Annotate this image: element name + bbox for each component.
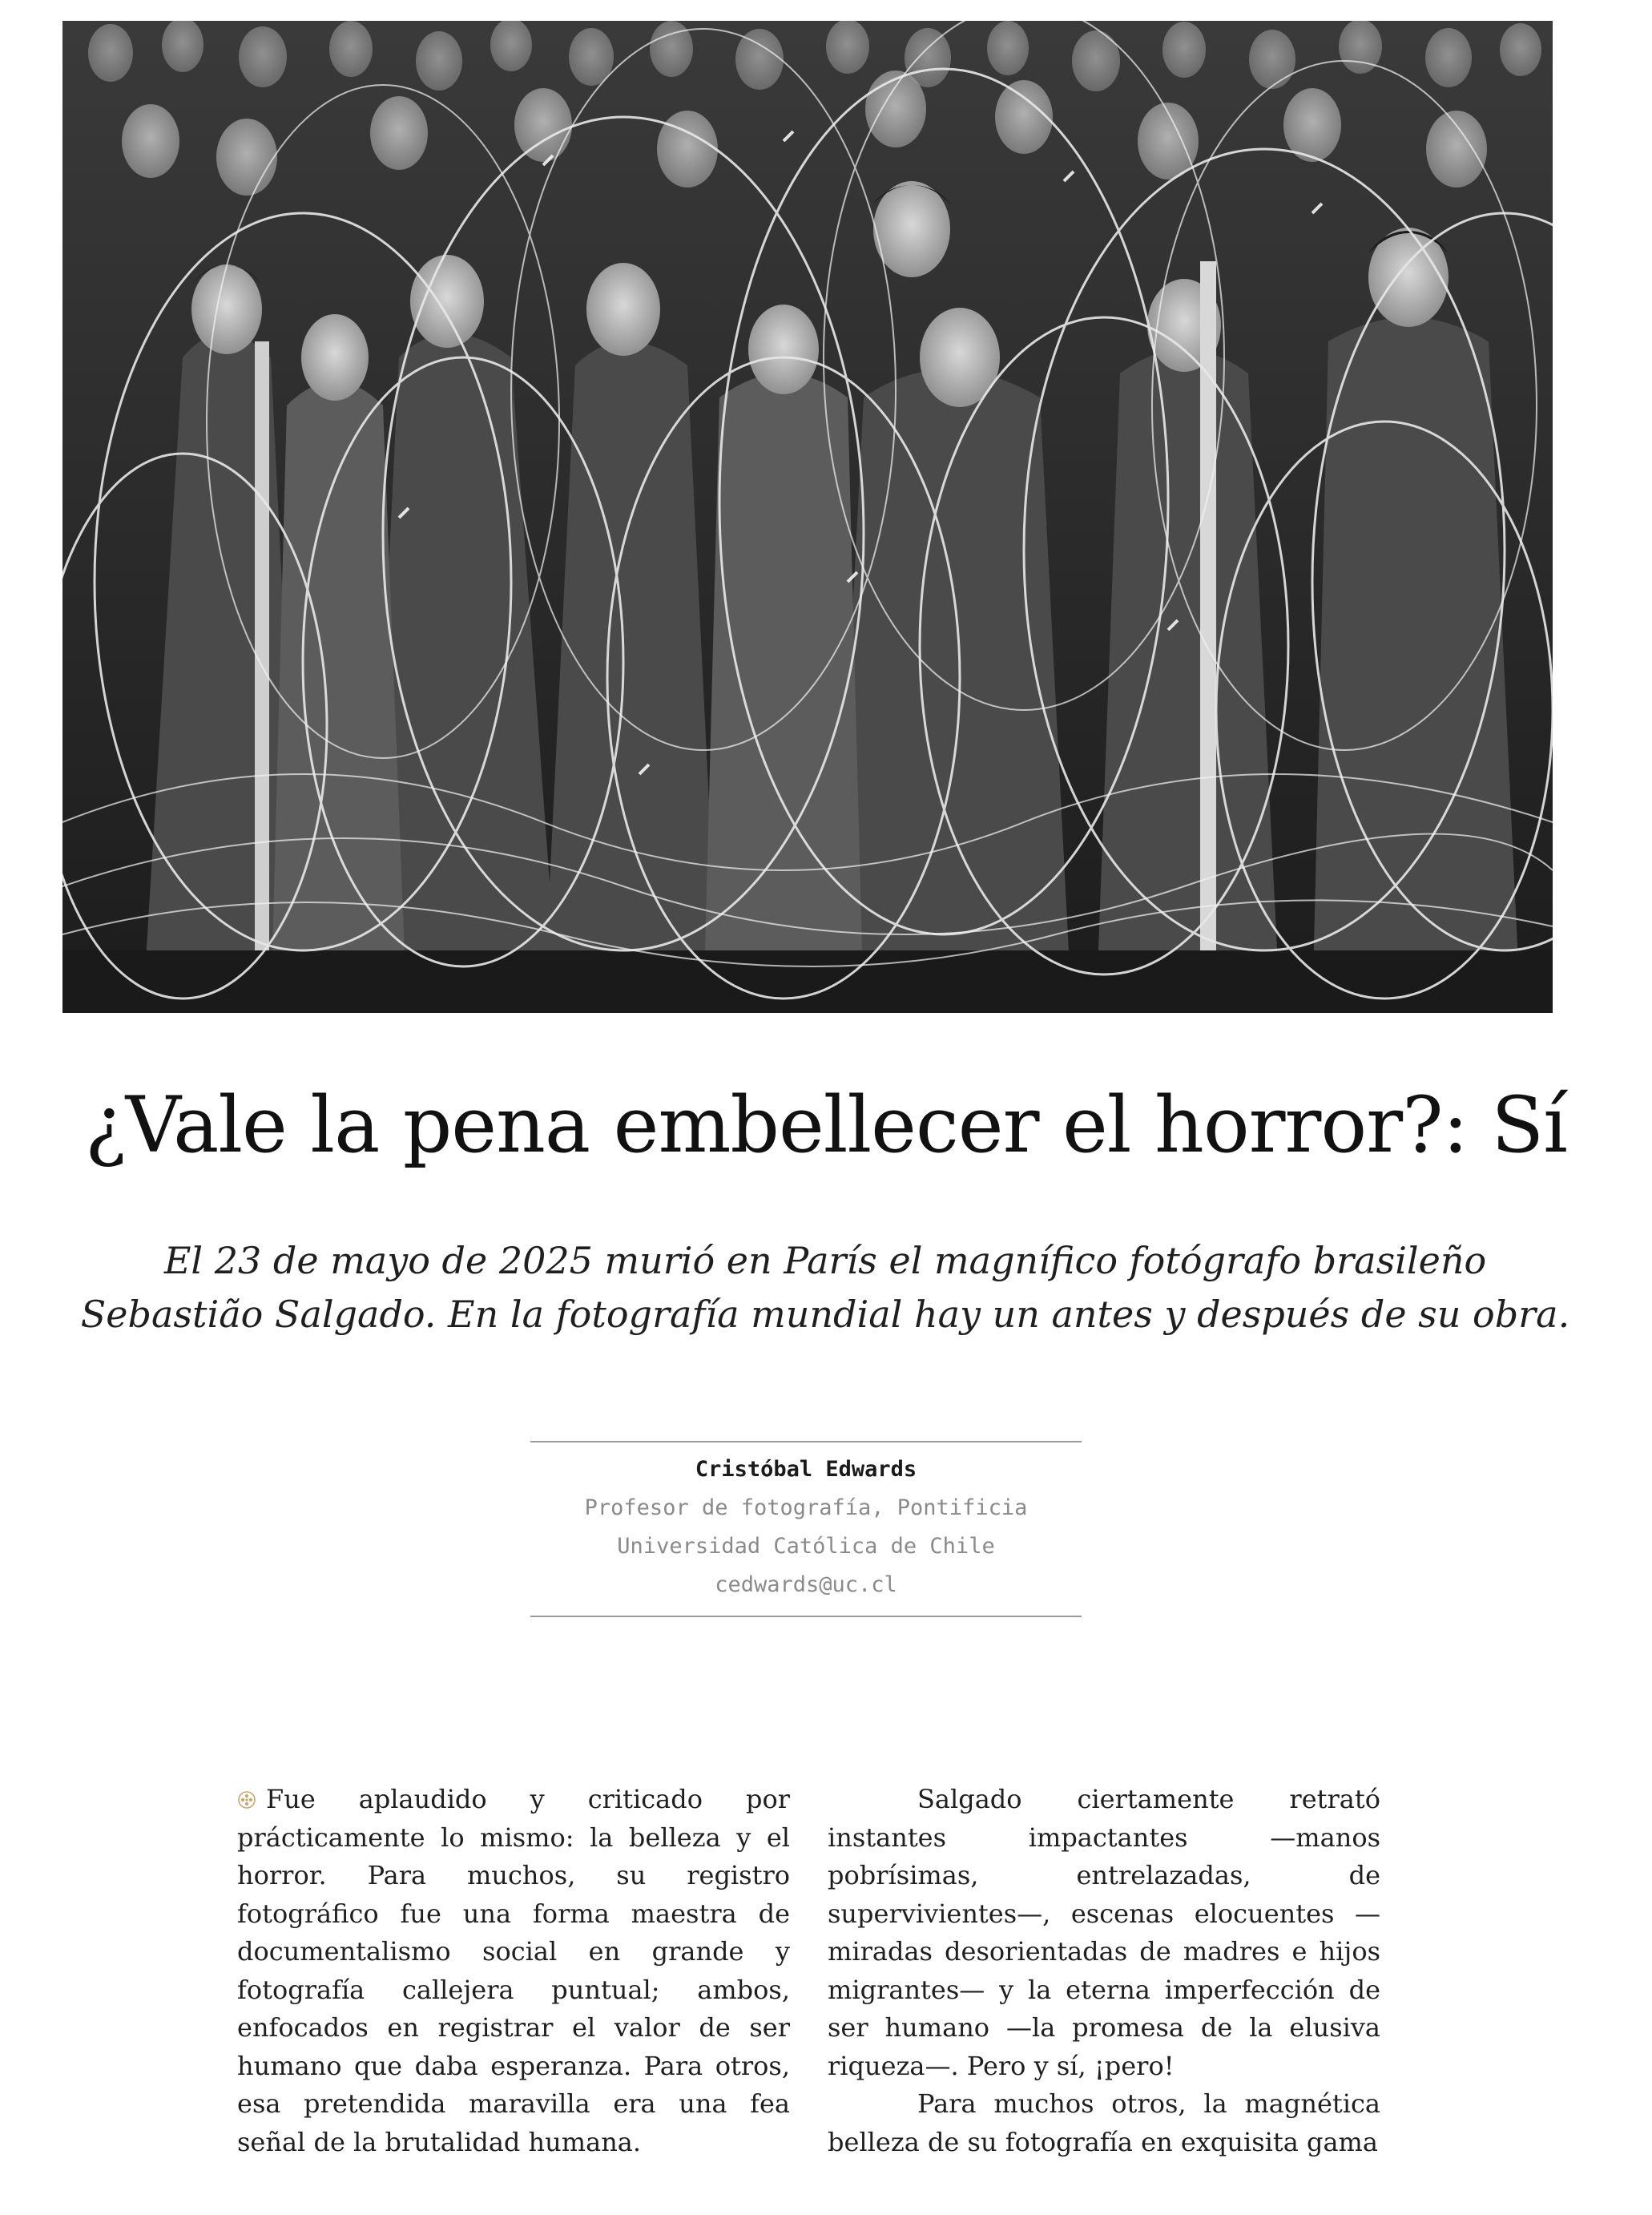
body-column-left [237, 1781, 790, 2161]
crowd-barbed-wire-illustration [62, 21, 1553, 1013]
body-paragraph: Salgado ciertamente retrató instantes impactantes —manos pobrísimas, entrelazadas, de supervivientes—, escenas elocuentes —miradas desorientadas de madres e hijos migrantes— y la eterna imperfección de ser humano —la promesa de la elusiva riqueza—. Pero y sí, ¡pero! [828, 1784, 1380, 2081]
deck-line-2: Sebastião Salgado. En la fotografía mundial hay un antes y después de su obra. [80, 1292, 1570, 1336]
deck-line-1: El 23 de mayo de 2025 murió en París el magnífico fotógrafo brasileño [163, 1239, 1487, 1282]
body-column-right [828, 1781, 1380, 2161]
article-headline: ¿Vale la pena embellecer el horror?: Sí [85, 1080, 1567, 1170]
body-left-text: Fue aplaudido y criticado por prácticamente lo mismo: la belleza y el horror. Para muchos, su registro fotográfico fue una forma maestra de documentalismo social en grande y fotografía callejera puntual; ambos, enfocados en registrar el valor de ser humano que daba esperanza. Para otros, esa pretendida maravilla era una fea señal de la brutalidad humana. [237, 1784, 790, 2157]
byline-author: Cristóbal Edwards [695, 1457, 917, 1482]
body-paragraph: Para muchos otros, la magnética belleza de su fotografía en exquisita gama [828, 2088, 1380, 2157]
article-deck [64, 1234, 1586, 1341]
byline [530, 1441, 1082, 1617]
body-paragraph [237, 1781, 790, 2161]
byline-email[interactable]: cedwards@uc.cl [715, 1572, 897, 1597]
flower-ornament-icon [237, 1790, 256, 1810]
hero-photo [62, 21, 1553, 1013]
byline-role: Profesor de fotografía, Pontificia Universidad Católica de Chile [584, 1495, 1028, 1559]
